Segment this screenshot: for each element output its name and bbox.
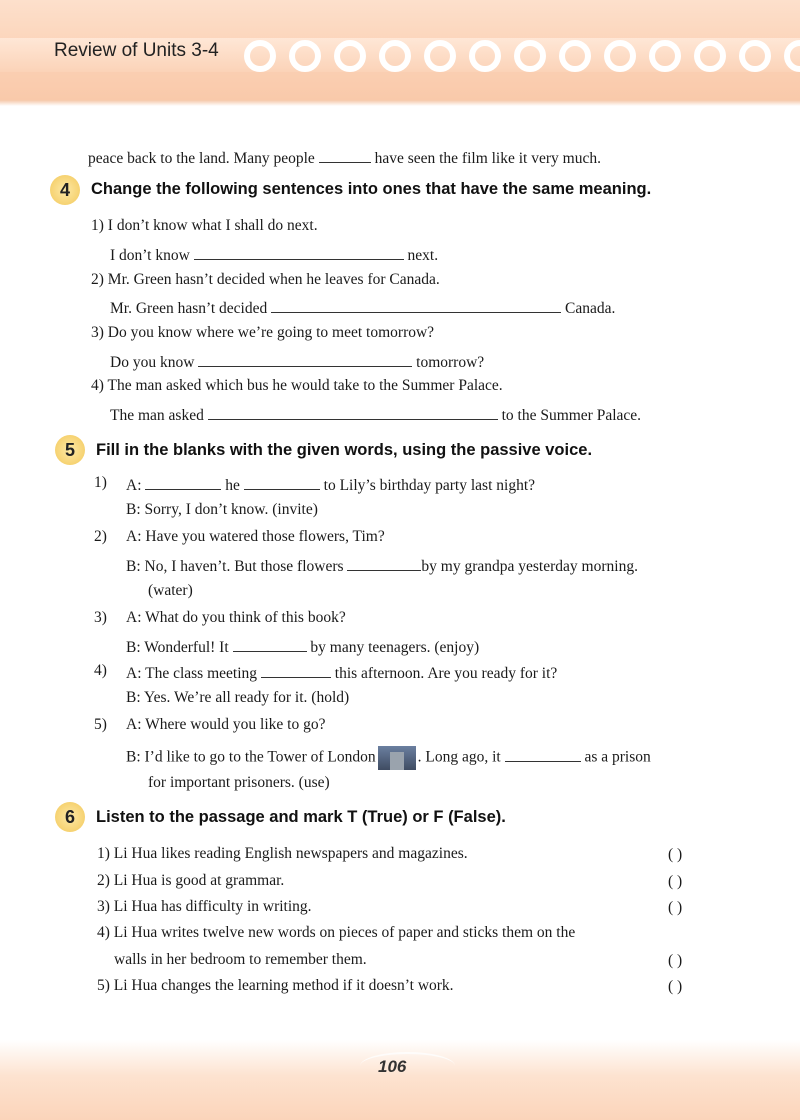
answer-paren[interactable]: ( ) bbox=[668, 846, 683, 863]
s5-number: 3) bbox=[94, 609, 107, 626]
s5-number: 4) bbox=[94, 662, 107, 679]
line-text: as a prison bbox=[584, 748, 651, 766]
section-5-title: Fill in the blanks with the given words, using the passive voice. bbox=[96, 441, 593, 459]
section-6-badge: 6 bbox=[55, 802, 85, 832]
line-text: to Lily’s birthday party last night? bbox=[323, 477, 536, 494]
answer-suffix: tomorrow? bbox=[416, 354, 485, 371]
s4-question: 3) Do you know where we’re going to meet tomorrow? bbox=[91, 324, 435, 341]
ring-icon bbox=[694, 40, 726, 72]
speaker-a: A: bbox=[126, 477, 142, 494]
tower-of-london-image bbox=[378, 746, 416, 770]
s5-line-a: A: What do you think of this book? bbox=[126, 609, 346, 626]
answer-blank[interactable] bbox=[194, 245, 404, 260]
s5-number: 5) bbox=[94, 716, 107, 733]
answer-suffix: to the Summer Palace. bbox=[501, 407, 642, 424]
line-text: B: No, I haven’t. But those flowers bbox=[126, 558, 344, 575]
s5-line-a bbox=[126, 475, 535, 494]
answer-blank[interactable] bbox=[347, 556, 421, 571]
s5-line-a: A: Where would you like to go? bbox=[126, 716, 326, 733]
answer-suffix: Canada. bbox=[565, 300, 616, 317]
line-text: . Long ago, it bbox=[417, 748, 501, 766]
answer-prefix: I don’t know bbox=[110, 247, 190, 264]
line-text: by my grandpa yesterday morning. bbox=[421, 558, 638, 575]
ring-icon bbox=[379, 40, 411, 72]
s5-number: 1) bbox=[94, 474, 107, 491]
intro-text: have seen the film like it very much. bbox=[374, 150, 601, 167]
ring-icon bbox=[424, 40, 456, 72]
s4-answer bbox=[110, 352, 484, 371]
s6-statement: 4) Li Hua writes twelve new words on pieces of paper and sticks them on the bbox=[97, 924, 576, 941]
s6-statement: 1) Li Hua likes reading English newspapers and magazines. bbox=[97, 845, 468, 862]
page-number: 106 bbox=[378, 1057, 407, 1076]
section-4-badge: 4 bbox=[50, 175, 80, 205]
s4-answer bbox=[110, 245, 438, 264]
ring-icon bbox=[649, 40, 681, 72]
s6-statement: 3) Li Hua has difficulty in writing. bbox=[97, 898, 312, 915]
s5-line-a: A: Have you watered those flowers, Tim? bbox=[126, 528, 385, 545]
s5-hint: (water) bbox=[148, 582, 193, 599]
s5-line-b: B: Yes. We’re all ready for it. (hold) bbox=[126, 689, 350, 706]
ring-icon bbox=[784, 40, 800, 72]
page-number-swoosh bbox=[360, 1052, 455, 1080]
ring-icon bbox=[334, 40, 366, 72]
header-divider bbox=[0, 100, 800, 106]
ring-icon bbox=[289, 40, 321, 72]
answer-blank[interactable] bbox=[271, 298, 561, 313]
intro-line bbox=[88, 148, 601, 167]
decorative-rings bbox=[244, 38, 800, 74]
unit-title: Review of Units 3-4 bbox=[54, 40, 219, 61]
ring-icon bbox=[469, 40, 501, 72]
answer-prefix: The man asked bbox=[110, 407, 204, 424]
line-text: B: I’d like to go to the Tower of London bbox=[126, 748, 376, 766]
ring-icon bbox=[514, 40, 546, 72]
section-4-title: Change the following sentences into ones that have the same meaning. bbox=[91, 180, 652, 198]
answer-blank[interactable] bbox=[261, 663, 331, 678]
s5-line-b bbox=[126, 746, 651, 770]
answer-blank[interactable] bbox=[208, 405, 498, 420]
s5-line-b: B: Sorry, I don’t know. (invite) bbox=[126, 501, 318, 518]
answer-blank[interactable] bbox=[233, 637, 307, 652]
ring-icon bbox=[739, 40, 771, 72]
section-6-title: Listen to the passage and mark T (True) or F (False). bbox=[96, 808, 506, 826]
answer-blank[interactable] bbox=[198, 352, 412, 367]
answer-blank[interactable] bbox=[145, 475, 221, 490]
answer-blank[interactable] bbox=[319, 148, 371, 163]
answer-prefix: Mr. Green hasn’t decided bbox=[110, 300, 268, 317]
line-text: B: Wonderful! It bbox=[126, 639, 229, 656]
answer-paren[interactable]: ( ) bbox=[668, 952, 683, 969]
s5-line-a bbox=[126, 663, 557, 682]
s4-question: 2) Mr. Green hasn’t decided when he leaves for Canada. bbox=[91, 271, 440, 288]
answer-suffix: next. bbox=[407, 247, 439, 264]
answer-prefix: Do you know bbox=[110, 354, 195, 371]
answer-paren[interactable]: ( ) bbox=[668, 899, 683, 916]
s5-number: 2) bbox=[94, 528, 107, 545]
answer-blank[interactable] bbox=[244, 475, 320, 490]
s4-answer bbox=[110, 405, 641, 424]
ring-icon bbox=[559, 40, 591, 72]
ring-icon bbox=[244, 40, 276, 72]
s5-line-b bbox=[126, 637, 479, 656]
section-5-badge: 5 bbox=[55, 435, 85, 465]
line-text: A: The class meeting bbox=[126, 665, 258, 682]
line-text: by many teenagers. (enjoy) bbox=[310, 639, 480, 656]
answer-blank[interactable] bbox=[505, 747, 581, 762]
s6-statement-cont: walls in her bedroom to remember them. bbox=[114, 951, 367, 968]
s5-hint: for important prisoners. (use) bbox=[148, 774, 330, 791]
s4-question: 4) The man asked which bus he would take to the Summer Palace. bbox=[91, 377, 503, 394]
ring-icon bbox=[604, 40, 636, 72]
s4-question: 1) I don’t know what I shall do next. bbox=[91, 217, 318, 234]
s5-line-b bbox=[126, 556, 638, 575]
s6-statement: 5) Li Hua changes the learning method if it doesn’t work. bbox=[97, 977, 454, 994]
answer-paren[interactable]: ( ) bbox=[668, 873, 683, 890]
s6-statement: 2) Li Hua is good at grammar. bbox=[97, 872, 285, 889]
line-text: he bbox=[225, 477, 240, 494]
s4-answer bbox=[110, 298, 615, 317]
line-text: this afternoon. Are you ready for it? bbox=[334, 665, 558, 682]
intro-text: peace back to the land. Many people bbox=[88, 150, 315, 167]
answer-paren[interactable]: ( ) bbox=[668, 978, 683, 995]
